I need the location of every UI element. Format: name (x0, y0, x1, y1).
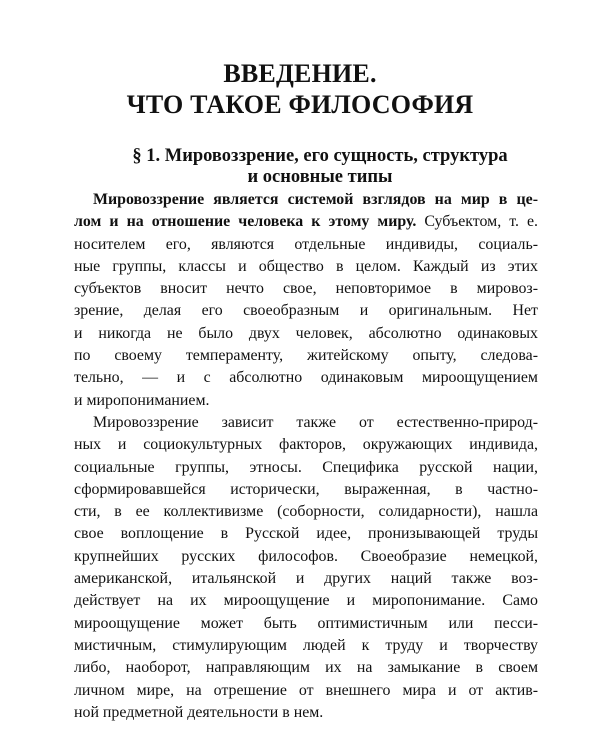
paragraph-2-line-3: социальные группы, этносы. Специфика русской нации, (74, 458, 538, 476)
paragraph-1-line-3: носителем его, являются отдельные индивиды, социаль- (74, 235, 538, 253)
paragraph-1-line-10: и миропониманием. (74, 391, 210, 409)
lead-definition-part1: Мировоззрение является системой взглядов на мир в це- (93, 191, 538, 208)
paragraph-1-line-1 (74, 189, 538, 211)
paragraph-2-line-6: свое воплощение в Русской идее, пронизывающей труды (74, 525, 538, 543)
paragraph-1-line-9: тельно, — и с абсолютно одинаковым мироощущением (74, 369, 538, 387)
paragraph-1-line-4: ные группы, классы и общество в целом. Каждый из этих (74, 257, 538, 275)
paragraph-1-line-7: и никогда не было двух человек, абсолютно одинаковых (74, 324, 538, 342)
section-title-line1: § 1. Мировоззрение, его сущность, структура (132, 146, 508, 166)
chapter-title-line2: ЧТО ТАКОЕ ФИЛОСОФИЯ (126, 90, 474, 119)
paragraph-2-line-14: ной предметной деятельности в нем. (74, 703, 324, 721)
paragraph-2-line-7: крупнейших русских философов. Своеобразие немецкой, (74, 547, 538, 565)
paragraph-2-line-9: действует на их мироощущение и миропонимание. Само (74, 592, 538, 610)
paragraph-2-line-13: личном мире, на отрешение от внешнего мира и от актив- (74, 681, 538, 699)
section-title-line2: и основные типы (247, 167, 393, 187)
paragraph-1-line-6: зрение, делая его своеобразным и оригинальным. Нет (74, 302, 538, 320)
paragraph-2-line-10: мироощущение может быть оптимистичным или песси- (74, 614, 538, 632)
paragraph-1 (74, 189, 538, 412)
chapter-title-line1: ВВЕДЕНИЕ. (223, 59, 377, 88)
paragraph-2-line-2: ных и социокультурных факторов, окружающих индивида, (74, 436, 538, 454)
paragraph-1-line-2 (74, 211, 538, 233)
paragraph-2-line-5: сти, в ее коллективизме (соборности, солидарности), нашла (74, 503, 538, 521)
paragraph-1-line-8: по своему темпераменту, житейскому опыту, следова- (74, 347, 538, 365)
lead-definition-part2: лом и на отношение человека к этому миру. (74, 213, 417, 231)
paragraph-2-line-11: мистичным, стимулирующим людей к труду и творчеству (74, 636, 538, 654)
paragraph-2-line-1: Мировоззрение зависит также от естественно-природ- (93, 414, 538, 431)
paragraph-1-line-5: субъектов вносит нечто свое, неповторимое в мировоз- (74, 280, 538, 298)
paragraph-2-line-8: американской, итальянской и других наций также воз- (74, 570, 538, 588)
paragraph-1-line-2-rest: Субъектом, т. е. (416, 213, 538, 231)
paragraph-2-line-4: сформировавшейся исторически, выраженная, в частно- (74, 480, 538, 498)
paragraph-2-line-12: либо, наоборот, направляющим их на замыкание в своем (74, 659, 538, 677)
paragraph-2 (74, 412, 538, 724)
